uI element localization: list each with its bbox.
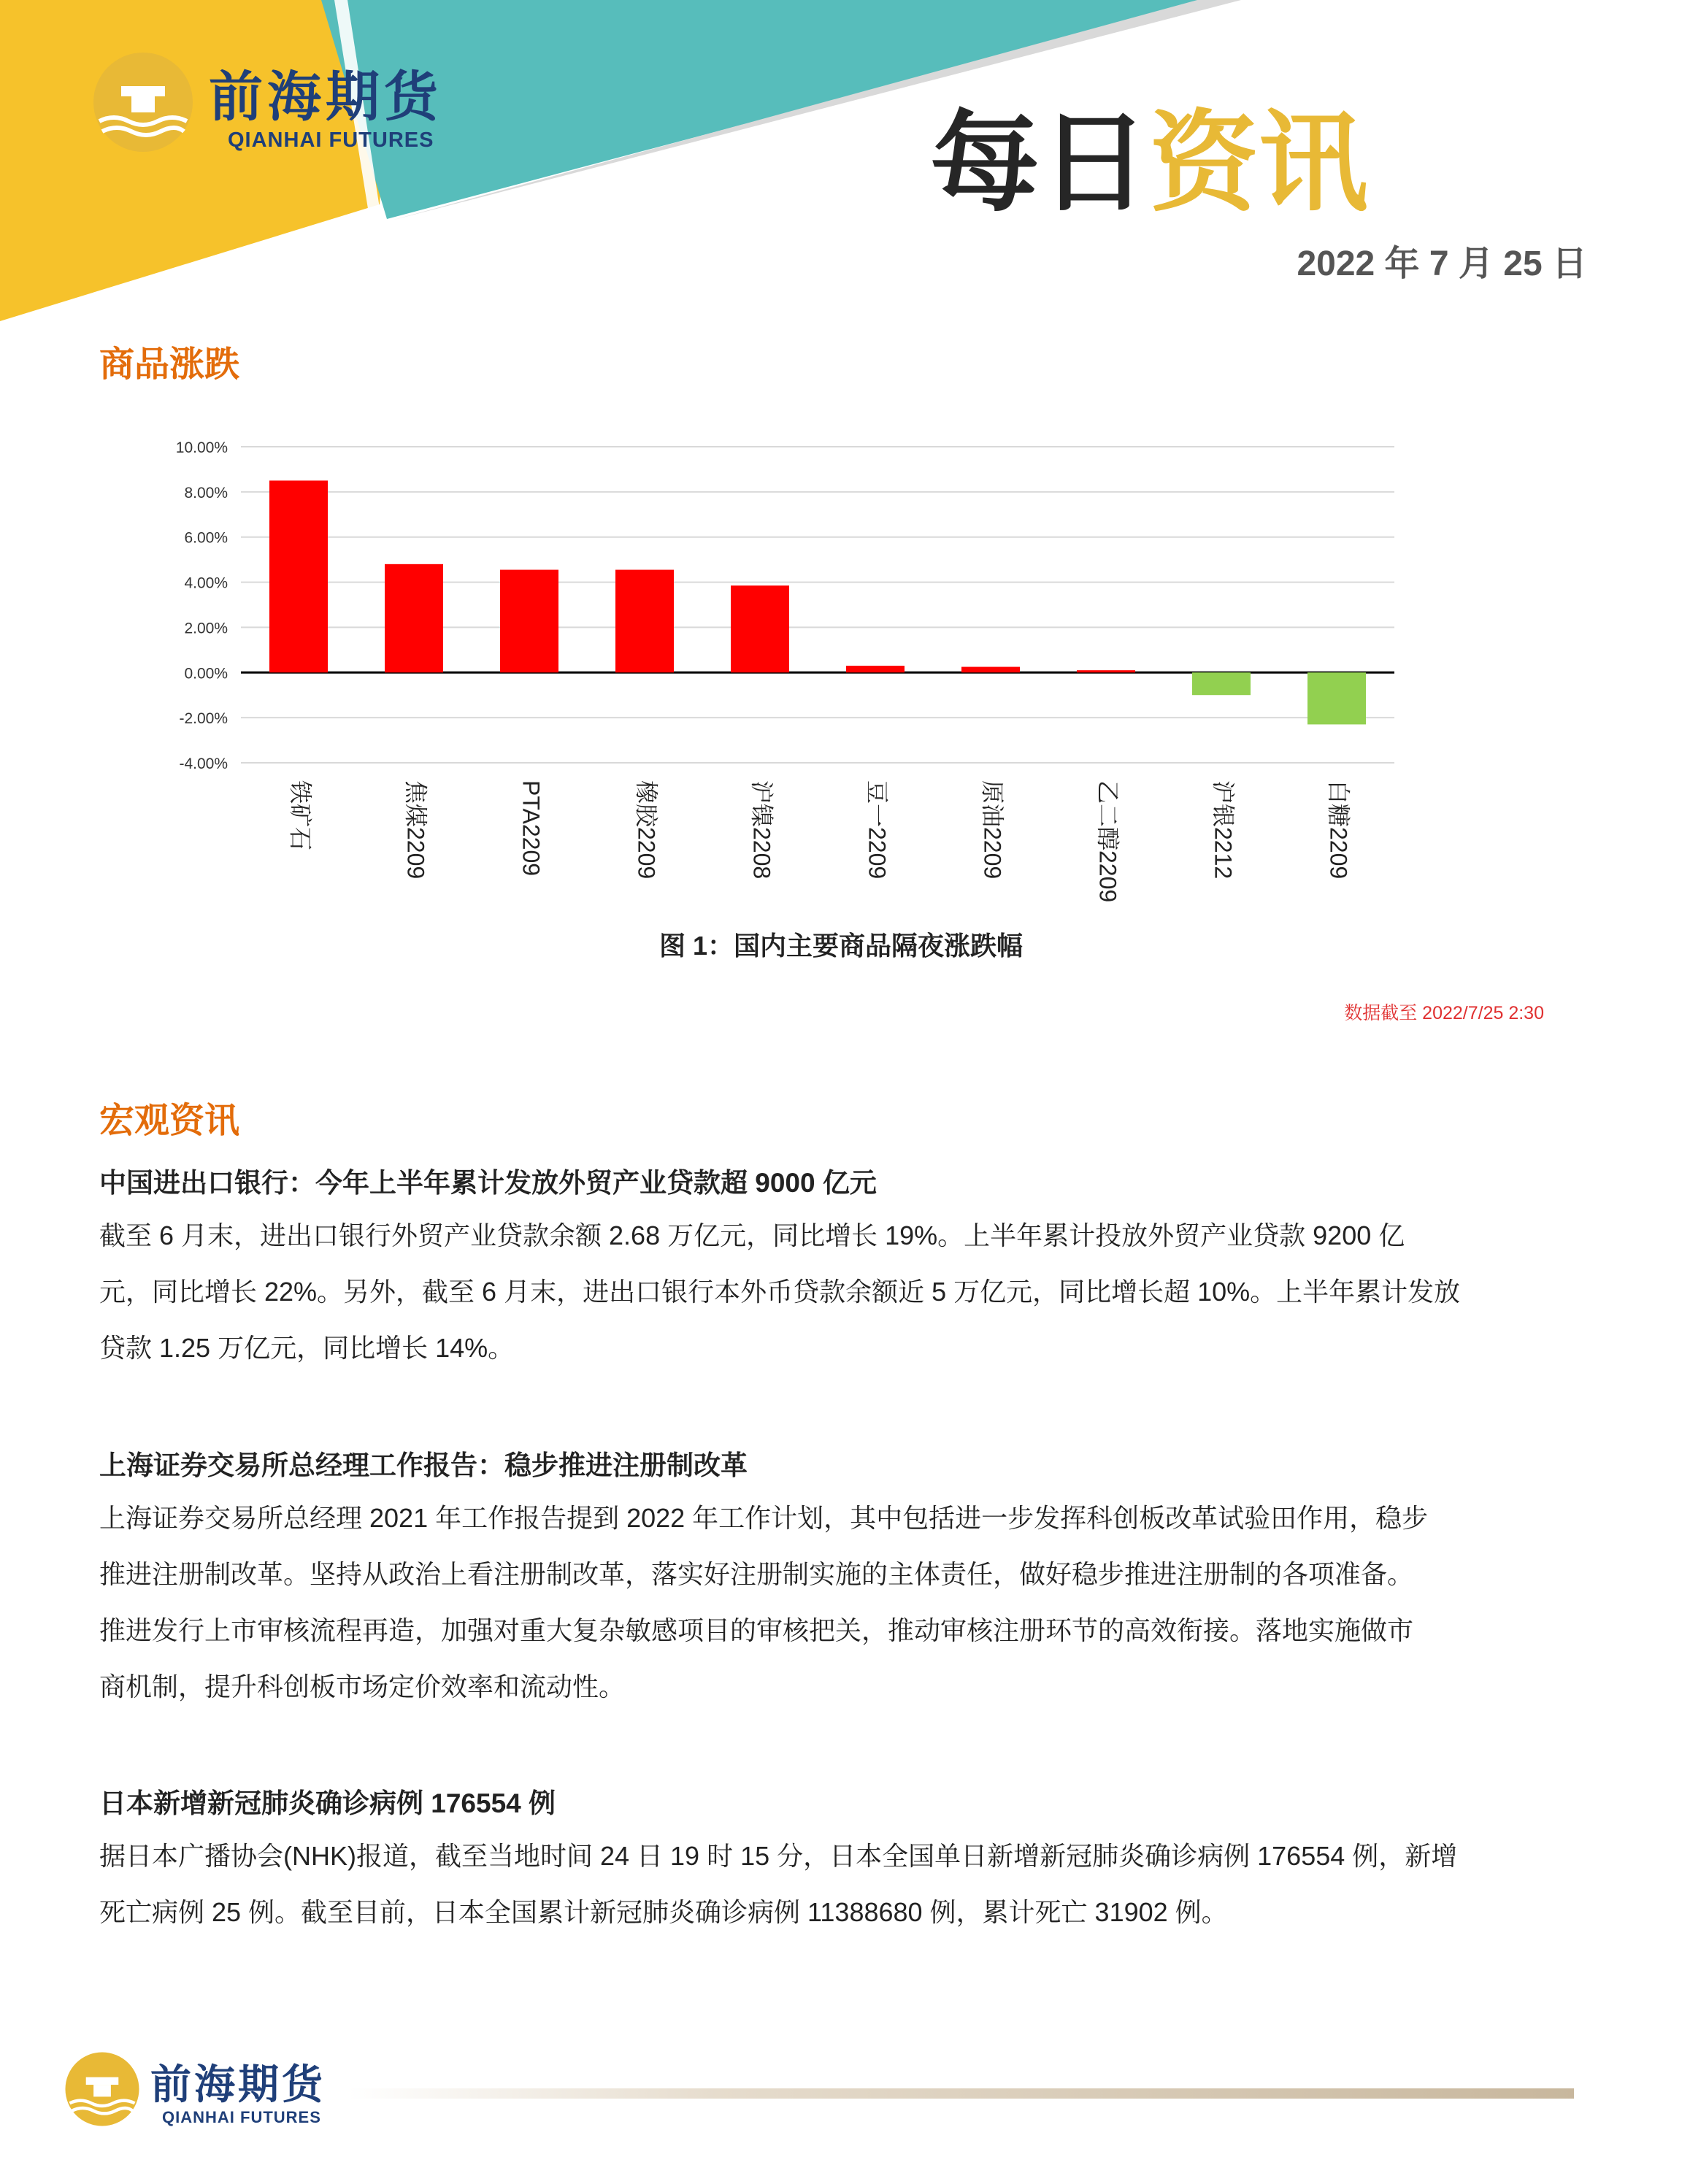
news-body-line: 贷款 1.25 万亿元，同比增长 14%。: [99, 1333, 515, 1363]
news-body-line: 商机制，提升科创板市场定价效率和流动性。: [99, 1672, 626, 1702]
x-tick-label: 乙二醇2209: [1094, 780, 1121, 903]
y-tick-label: 4.00%: [184, 574, 228, 592]
x-tick-label: 白糖2209: [1325, 780, 1352, 880]
y-tick-label: 8.00%: [184, 484, 228, 501]
chart-x-tick-labels: [288, 780, 1352, 902]
report-date: 2022 年 7 月 25 日: [1297, 245, 1587, 283]
y-tick-label: -4.00%: [179, 755, 228, 772]
page-title-part2: 资讯: [1148, 101, 1368, 224]
x-tick-label: 铁矿石: [287, 780, 314, 851]
news-body: [99, 1828, 1559, 1940]
y-tick-label: -2.00%: [179, 710, 228, 728]
news-body: [99, 1490, 1559, 1715]
chart-bar: [385, 564, 443, 672]
chart-bar: [1307, 672, 1366, 724]
x-tick-label: 橡胶2209: [633, 780, 660, 880]
chart-caption: 图 1：国内主要商品隔夜涨跌幅: [658, 931, 1024, 961]
news-body: [99, 1207, 1559, 1376]
chart-bar: [846, 666, 905, 672]
section-title-commodities: 商品涨跌: [99, 345, 240, 384]
news-headline: 上海证券交易所总经理工作报告：稳步推进注册制改革: [99, 1450, 748, 1480]
y-tick-label: 0.00%: [184, 665, 228, 682]
chart-bars: [269, 480, 1366, 724]
news-body-line: 截至 6 月末，进出口银行外贸产业贷款余额 2.68 万亿元，同比增长 19%。上半年累计投放外贸产业贷款 9200 亿: [99, 1220, 1405, 1250]
x-tick-label: 豆一2209: [864, 780, 891, 880]
y-tick-label: 10.00%: [175, 439, 228, 456]
chart-bar: [1192, 672, 1251, 695]
footer-logo: [64, 2051, 342, 2131]
y-tick-label: 2.00%: [184, 620, 228, 637]
chart-bar: [269, 480, 328, 672]
news-body-line: 据日本广播协会(NHK)报道，截至当地时间 24 日 19 时 15 分，日本全国单日新增新冠肺炎确诊病例 176554 例，新增: [99, 1841, 1458, 1871]
news-headline: 中国进出口银行：今年上半年累计发放外贸产业贷款超 9000 亿元: [99, 1168, 877, 1198]
section-title-macro: 宏观资讯: [99, 1101, 240, 1140]
footer-divider: [347, 2088, 1574, 2099]
commodity-change-chart: [0, 0, 1682, 920]
chart-y-tick-labels: [176, 439, 228, 772]
x-tick-label: 沪镍2208: [748, 780, 775, 880]
footer-logo-cn-text: 前海期货: [150, 2061, 326, 2109]
x-tick-label: PTA2209: [518, 780, 545, 877]
news-body-line: 死亡病例 25 例。截至目前，日本全国累计新冠肺炎确诊病例 11388680 例，累计死亡 31902 例。: [99, 1897, 1228, 1927]
chart-bar: [615, 570, 674, 673]
chart-data-note: 数据截至 2022/7/25 2:30: [1344, 1003, 1544, 1023]
chart-bar: [500, 570, 558, 673]
x-tick-label: 焦煤2209: [402, 780, 429, 880]
chart-bar: [731, 585, 789, 672]
footer-logo-en-text: QIANHAI FUTURES: [162, 2108, 321, 2126]
page-title-part1: 每日: [929, 101, 1149, 224]
logo-en-text: QIANHAI FUTURES: [228, 128, 434, 152]
logo-cn-text: 前海期货: [209, 66, 442, 128]
x-tick-label: 沪银2212: [1210, 780, 1237, 880]
footer-logo-emblem-icon: [64, 2051, 140, 2127]
news-body-line: 上海证券交易所总经理 2021 年工作报告提到 2022 年工作计划，其中包括进一步发挥科创板改革试验田作用，稳步: [99, 1503, 1429, 1533]
x-tick-label: 原油2209: [979, 780, 1006, 880]
news-body-line: 推进注册制改革。坚持从政治上看注册制改革，落实好注册制实施的主体责任，做好稳步推进注册制的各项准备。: [99, 1559, 1414, 1589]
chart-bar: [1077, 670, 1135, 672]
y-tick-label: 6.00%: [184, 529, 228, 547]
chart-bar: [961, 667, 1020, 673]
news-headline: 日本新增新冠肺炎确诊病例 176554 例: [99, 1788, 556, 1818]
news-body-line: 推进发行上市审核流程再造，加强对重大复杂敏感项目的审核把关，推动审核注册环节的高效衔接。落地实施做市: [99, 1615, 1414, 1645]
news-body-line: 元，同比增长 22%。另外，截至 6 月末，进出口银行本外币贷款余额近 5 万亿元，同比增长超 10%。上半年累计发放: [99, 1277, 1461, 1307]
